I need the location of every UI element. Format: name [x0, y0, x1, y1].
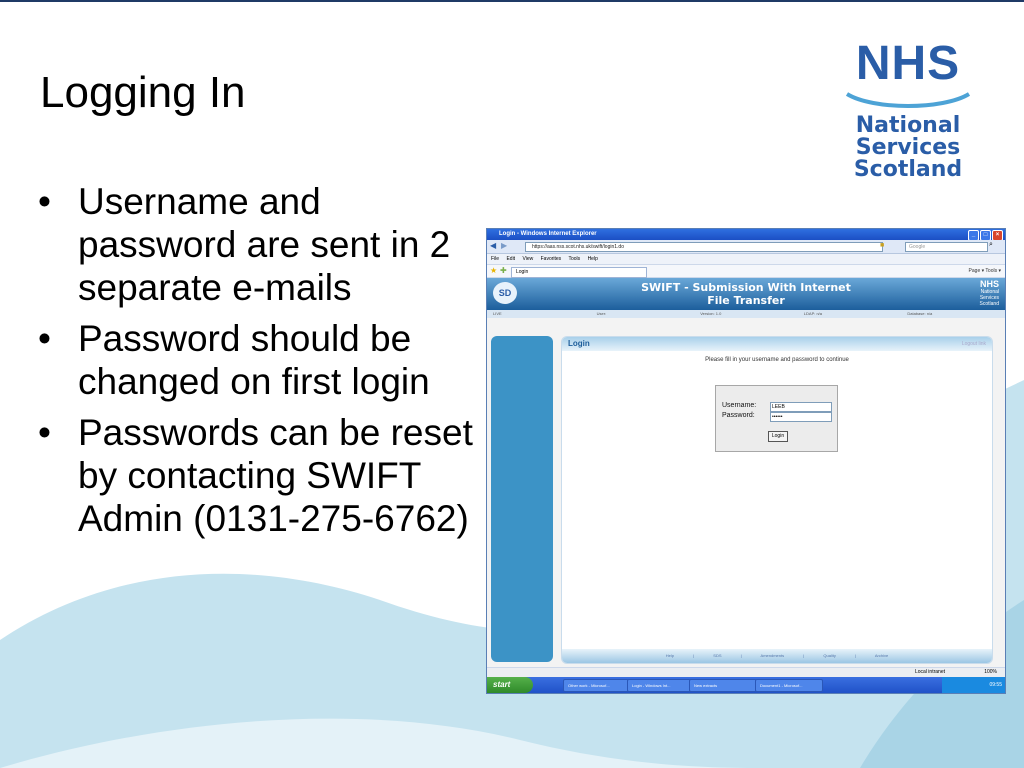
login-button[interactable]: Login	[768, 431, 788, 442]
username-label: Username:	[722, 402, 757, 409]
nss-line-1: National	[855, 113, 961, 138]
start-button[interactable]: start	[487, 677, 533, 693]
bullet-text: Password should be changed on first login	[78, 318, 430, 402]
add-favorites-icon[interactable]: ✚	[500, 266, 507, 275]
banner-title-line-1: SWIFT - Submission With Internet	[641, 281, 851, 294]
banner-nhs-logo	[969, 281, 999, 307]
page-tools[interactable]: Page ▾ Tools ▾	[968, 268, 1001, 274]
nhs-logo-text: NHS	[855, 37, 961, 90]
bullet-list	[38, 180, 483, 548]
left-navigation	[491, 336, 553, 662]
nhs-logo	[838, 37, 978, 190]
app-content	[489, 334, 1001, 661]
nhs-logo-wave-icon	[843, 88, 973, 110]
panel-header	[562, 337, 992, 351]
favorites-bar	[487, 265, 1005, 278]
status-cell: User:	[596, 311, 607, 316]
nss-line-2: Services	[855, 135, 961, 160]
status-cell: Version: 1.0	[700, 311, 722, 316]
address-toolbar	[487, 240, 1005, 254]
forward-icon[interactable]: ▶	[501, 241, 508, 250]
panel-footer-links[interactable]: Help | SDS | Amendments | Quality | Archive	[562, 649, 992, 663]
panel-title: Login	[568, 339, 590, 348]
menu-bar	[487, 254, 1005, 265]
taskbar-item[interactable]: Document1 - Microsof...	[755, 679, 823, 692]
menu-help[interactable]: Help	[587, 256, 598, 262]
zone-indicator: Local intranet	[914, 669, 945, 675]
password-field[interactable]	[770, 412, 832, 422]
app-banner	[487, 278, 1005, 310]
banner-nhs-text: NHS	[979, 279, 999, 289]
search-input[interactable]: Google	[905, 242, 988, 252]
bullet-dot: •	[38, 412, 51, 453]
panel-header-link[interactable]: Logout link	[961, 341, 986, 347]
address-bar[interactable]: https://aas.nss.scot.nhs.uk/swift/login1.do	[525, 242, 883, 252]
password-label: Password:	[722, 412, 755, 419]
login-panel	[561, 336, 993, 664]
favorites-star-icon[interactable]: ★	[490, 266, 498, 275]
window-title: Login - Windows Internet Explorer	[499, 231, 597, 237]
minimize-icon[interactable]: _	[968, 230, 979, 241]
lock-icon[interactable]: ■	[880, 242, 885, 249]
slide-title: Logging In	[40, 68, 246, 117]
browser-screenshot	[486, 228, 1006, 694]
bullet-dot: •	[38, 318, 51, 359]
status-cell: LDAP: n/a	[803, 311, 823, 316]
login-form	[715, 385, 838, 452]
bullet-item	[38, 411, 483, 540]
taskbar-item[interactable]: Other work - Microsof...	[563, 679, 629, 692]
windows-taskbar	[487, 677, 1005, 693]
bullet-text: Username and password are sent in 2 separate e-mails	[78, 181, 451, 308]
sd-logo: SD	[493, 282, 517, 304]
menu-tools[interactable]: Tools	[568, 256, 581, 262]
system-tray-clock: 09:55	[942, 677, 1005, 693]
tab-login[interactable]: Login	[511, 267, 647, 278]
search-icon[interactable]: ⌕	[989, 241, 993, 248]
taskbar-item[interactable]: Login - Windows Int...	[627, 679, 691, 692]
status-cell: LIVE	[493, 311, 502, 316]
taskbar-item[interactable]: New extracts	[689, 679, 757, 692]
browser-status-bar	[487, 667, 1005, 677]
bullet-dot: •	[38, 181, 51, 222]
app-status-strip	[487, 310, 1005, 318]
status-cell: Database: n/a	[907, 311, 933, 316]
back-icon[interactable]: ◀	[490, 241, 497, 250]
window-titlebar	[487, 229, 1005, 240]
bullet-item	[38, 317, 483, 403]
nss-line-3: Scotland	[853, 157, 963, 182]
menu-file[interactable]: File	[491, 256, 500, 262]
close-icon[interactable]: ×	[992, 230, 1003, 241]
maximize-icon[interactable]: □	[980, 230, 991, 241]
banner-title-line-2: File Transfer	[707, 294, 785, 307]
username-field[interactable]	[770, 402, 832, 412]
menu-edit[interactable]: Edit	[506, 256, 516, 262]
bullet-item	[38, 180, 483, 309]
menu-favorites[interactable]: Favorites	[540, 256, 562, 262]
bullet-text: Passwords can be reset by contacting SWIFT Admin (0131-275-6762)	[78, 412, 473, 539]
zoom-level[interactable]: 100%	[984, 669, 997, 675]
banner-nhs-sub: National Services Scotland	[979, 289, 999, 307]
login-prompt: Please fill in your username and password to continue	[705, 357, 849, 363]
menu-view[interactable]: View	[522, 256, 534, 262]
